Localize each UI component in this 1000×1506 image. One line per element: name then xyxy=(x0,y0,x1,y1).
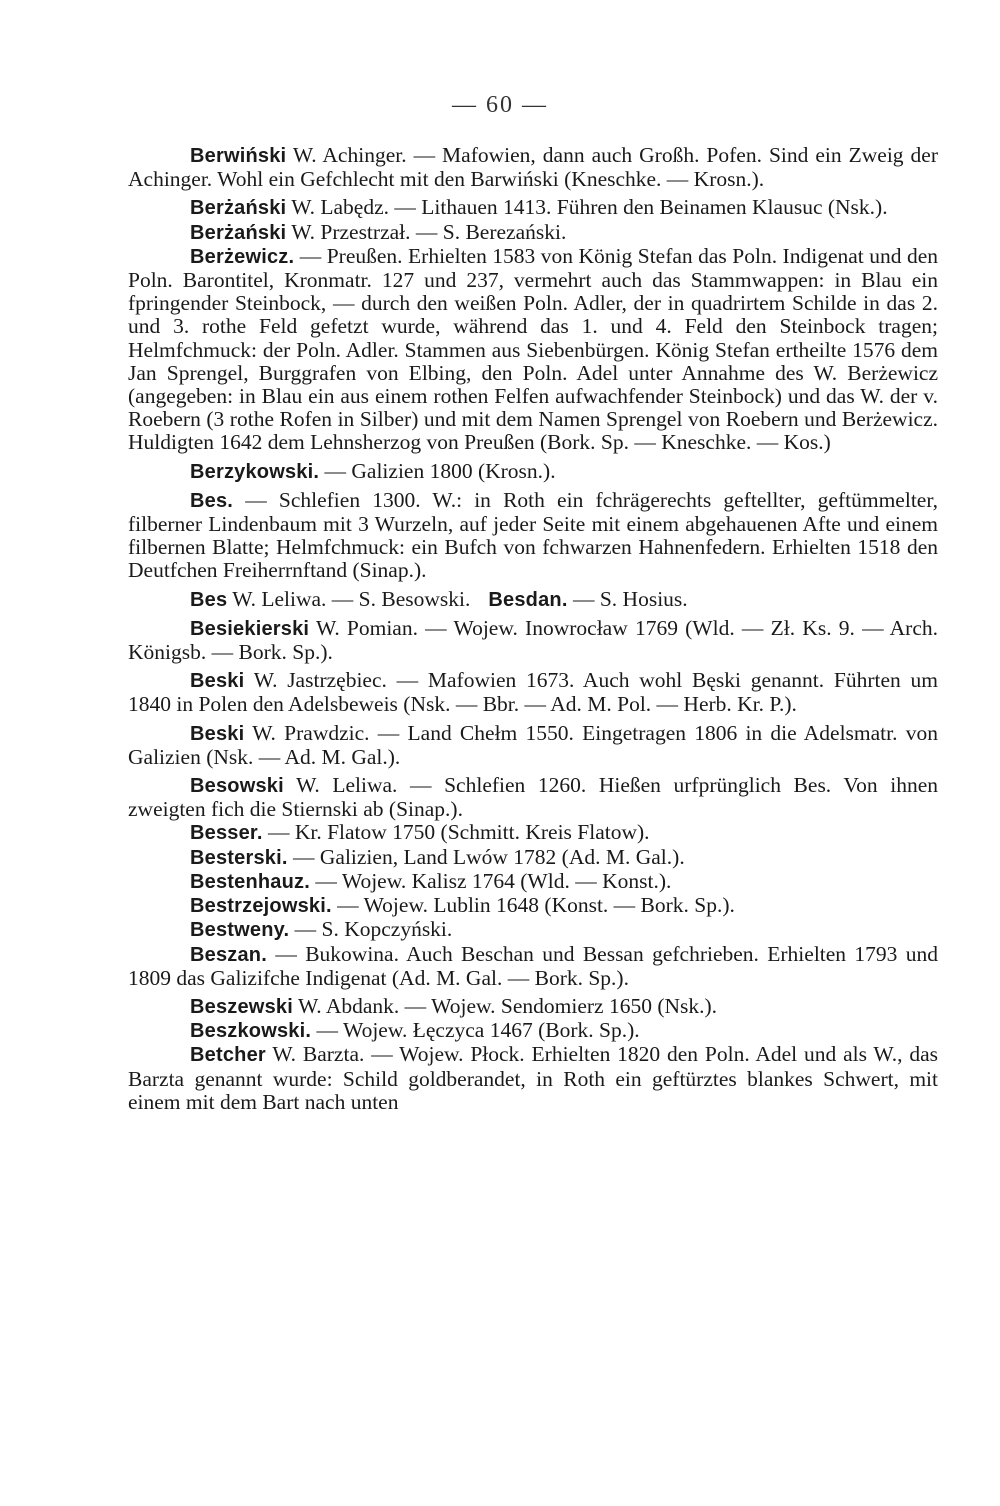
entry xyxy=(128,669,938,716)
entry-head: Beski xyxy=(190,722,245,745)
entry-text: W. Prawdzic. — Land Chełm 1550. Eingetragen 1806 in die Adelsmatr. von Galizien (Nsk. — Ad. M. Gal.). xyxy=(128,720,938,769)
entry-head: Beski xyxy=(190,670,245,693)
entry-text: W. Labędz. — Lithauen 1413. Führen den Beinamen Klausuc (Nsk.). xyxy=(291,195,888,220)
entry-head: Bestrzejowski. xyxy=(190,895,332,918)
entry-text: W. Jastrzębiec. — Mafowien 1673. Auch wohl Bęski genannt. Führten um 1840 in Polen den Adelsbeweis (Nsk. — Bbr. — Ad. M. Pol. — Herb. Kr. P.). xyxy=(128,668,938,717)
entry-head: Berżański xyxy=(190,221,287,244)
entry-head: Betcher xyxy=(190,1044,266,1067)
entry-text: W. Achinger. — Mafowien, dann auch Großh. Pofen. Sind ein Zweig der Achinger. Wohl ein Gefchlecht mit den Barwiński (Kneschke. — Krosn.). xyxy=(128,143,938,192)
entry-head: Beszewski xyxy=(190,995,293,1018)
entry-text: W. Barzta. — Wojew. Płock. Erhielten 1820 den Poln. Adel und als W., das Barzta genannt wurde: Schild goldberandet, in Roth ein geftürztes blankes Schwert, mit einem mit dem Bart nach unten xyxy=(128,1042,938,1114)
entry-text: — S. Hosius. xyxy=(572,586,688,611)
entry-head: Besser. xyxy=(190,822,263,845)
entry-head: Bes xyxy=(190,588,228,611)
entry-text: W. Abdank. — Wojew. Sendomierz 1650 (Nsk.). xyxy=(297,993,718,1018)
entry-head: Beszkowski. xyxy=(190,1020,312,1043)
entry-head: Berżański xyxy=(190,197,287,220)
entry-text: — Galizien, Land Lwów 1782 (Ad. M. Gal.). xyxy=(293,844,685,869)
entry xyxy=(128,943,938,990)
entry xyxy=(128,995,938,1019)
entry xyxy=(128,918,938,942)
entry-text: W. Leliwa. — Schlefien 1260. Hießen urfprünglich Bes. Von ihnen zweigten fich die Stiernski ab (Sinap.). xyxy=(128,773,938,822)
entry xyxy=(128,588,938,612)
entry xyxy=(128,722,938,769)
entry xyxy=(128,489,938,583)
entry xyxy=(128,774,938,821)
entry-text: — S. Kopczyński. xyxy=(294,917,453,942)
entry-text: — Kr. Flatow 1750 (Schmitt. Kreis Flatow). xyxy=(267,820,650,845)
entry-head: Bes. xyxy=(190,489,234,512)
entry-head: Beszan. xyxy=(190,943,267,966)
page-number: — 60 — xyxy=(452,92,548,118)
entry-head: Besterski. xyxy=(190,846,288,869)
entry-head: Bestenhauz. xyxy=(190,870,311,893)
entry-head: Besdan. xyxy=(488,588,568,611)
entry-text: — Galizien 1800 (Krosn.). xyxy=(324,458,556,483)
entry xyxy=(128,196,938,220)
entry-text: — Schlefien 1300. W.: in Roth ein fchrägerechts geftellter, geftümmelter, filberner Lindenbaum mit 3 Wurzeln, auf jeder Seite mit einem abgehauenen Afte und einem filbernen Blatte; Helmfchmuck: ein Bufch von fchwarzen Hahnenfedern. Erhielten 1518 den Deutfchen Freiherrnftand (Sinap.). xyxy=(128,487,939,583)
entry xyxy=(128,1043,938,1114)
entry xyxy=(128,460,938,484)
entry xyxy=(128,894,938,918)
entry-text: — Wojew. Kalisz 1764 (Wld. — Konst.). xyxy=(315,868,672,893)
entry xyxy=(128,144,938,191)
entry xyxy=(128,617,938,664)
entry-text: W. Pomian. — Wojew. Inowrocław 1769 (Wld. — Zł. Ks. 9. — Arch. Königsb. — Bork. Sp.). xyxy=(128,615,938,665)
entry-text: W. Leliwa. — S. Besowski. xyxy=(232,586,471,611)
entry xyxy=(128,221,938,245)
entry-text: — Preußen. Erhielten 1583 von König Stefan das Poln. Indigenat und den Poln. Barontitel, Kronmatr. 127 und 237, vermehrt auch das Stammwappen: in Blau ein fpringender Steinbock, — durch den weißen Poln. Adler, der in quadrirtem Schilde in das 2. und 3. rothe Feld gefetzt wurde, während das 1. und 4. Feld den Steinbock tragen; Helmfchmuck: der Poln. Adler. Stammen aus Siebenbürgen. König Stefan ertheilte 1576 dem Jan Sprengel, Burggrafen von Elbing, den Poln. Adel unter Annahme des W. Berżewicz (angegeben: in Blau ein aus einem rothen Felfen aufwachfender Steinbock) und das W. der v. Roebern (3 rothe Rofen in Silber) und mit dem Namen Sprengel von Roebern und Berżewicz. Huldigten 1642 dem Lehnsherzog von Preußen (Bork. Sp. — Kneschke. — Kos.) xyxy=(128,243,938,455)
entry-list xyxy=(128,144,938,1114)
entry xyxy=(128,1019,938,1043)
entry-text: — Wojew. Lublin 1648 (Konst. — Bork. Sp.). xyxy=(337,893,735,918)
entry xyxy=(128,846,938,870)
entry-text: — Wojew. Łęczyca 1467 (Bork. Sp.). xyxy=(316,1018,640,1043)
entry-head: Besiekierski xyxy=(190,617,310,640)
entry-text: W. Przestrzał. — S. Berezański. xyxy=(291,219,567,244)
entry-text: — Bukowina. Auch Beschan und Bessan gefchrieben. Erhielten 1793 und 1809 das Galizifche Indigenat (Ad. M. Gal. — Bork. Sp.). xyxy=(128,941,939,990)
entry xyxy=(128,245,938,455)
entry-head: Berwiński xyxy=(190,145,287,167)
entry xyxy=(128,821,938,845)
entry xyxy=(128,870,938,894)
entry-head: Besowski xyxy=(190,775,284,798)
entry-head: Berzykowski. xyxy=(190,460,320,483)
entry-head: Bestweny. xyxy=(190,919,290,942)
entry-head: Berżewicz. xyxy=(190,245,295,268)
